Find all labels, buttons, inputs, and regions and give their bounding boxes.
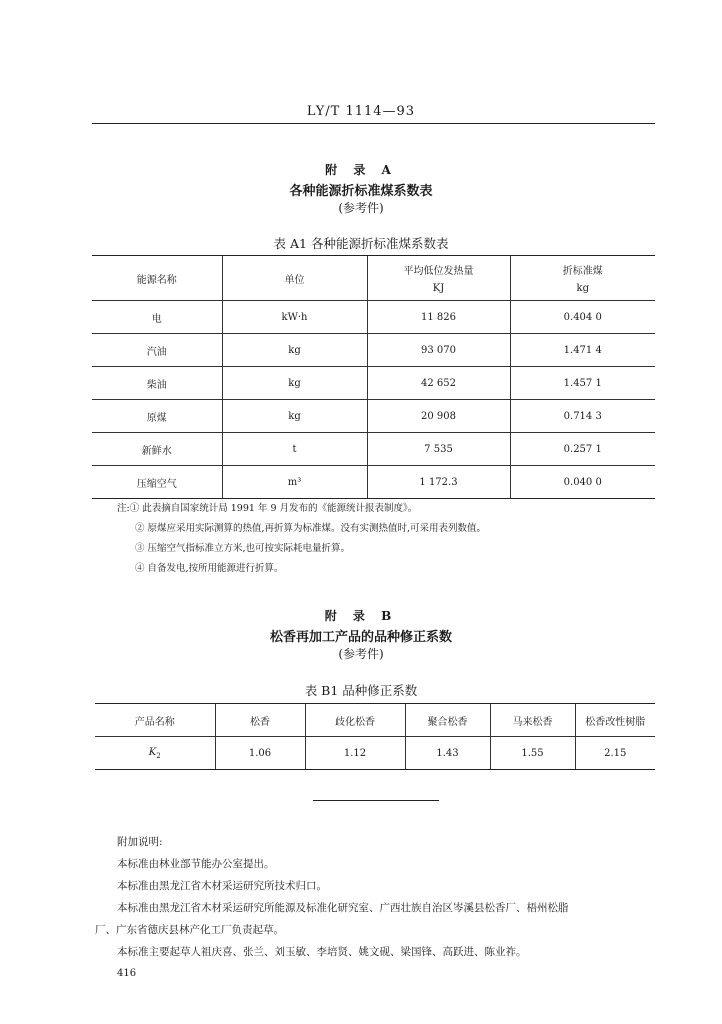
cell-coef: 1.471 4 (510, 334, 655, 367)
note-1: 注:① 此表摘自国家统计局 1991 年 9 月发布的《能源统计报表制度》。 (117, 503, 418, 514)
cell-energy: 新鲜水 (92, 433, 222, 466)
additional-line-2: 本标准由黑龙江省木材采运研究所技术归口。 (117, 880, 327, 892)
appendix-a-title: 各种能源折标准煤系数表 (289, 184, 433, 199)
table-row (92, 400, 655, 433)
appendix-a-label: 附 录 A (325, 163, 397, 177)
appendix-b-title: 松香再加工产品的品种修正系数 (269, 630, 452, 645)
col-coal-equivalent-label: 折标准煤 (562, 266, 603, 277)
table-row (92, 466, 655, 499)
cell-energy: 电 (92, 301, 222, 334)
note-4: ④ 自备发电,按所用能源进行折算。 (135, 563, 284, 574)
cell-unit: kg (222, 367, 367, 400)
col-disproportionated-rosin: 歧化松香 (305, 704, 405, 737)
col-coal-equivalent-unit: kg (576, 283, 589, 294)
cell-heat: 1 172.3 (367, 466, 510, 499)
cell-value: 1.43 (405, 737, 490, 770)
note-3: ③ 压缩空气指标准立方米,也可按实际耗电量折算。 (135, 543, 351, 554)
additional-line-3: 本标准由黑龙江省木材采运研究所能源及标准化研究室、广西壮族自治区岑溪县松香厂、梧州松脂 (117, 902, 569, 914)
col-heat-value (367, 256, 510, 301)
cell-heat: 7 535 (367, 433, 510, 466)
cell-heat: 20 908 (367, 400, 510, 433)
cell-unit: kW·h (222, 301, 367, 334)
note-2: ② 原煤应采用实际测算的热值,再折算为标准煤。没有实测热值时,可采用表列数值。 (135, 523, 487, 534)
cell-energy: 原煤 (92, 400, 222, 433)
col-heat-value-unit: KJ (432, 283, 445, 294)
cell-coef: 0.404 0 (510, 301, 655, 334)
cell-energy: 柴油 (92, 367, 222, 400)
col-polymerized-rosin: 聚合松香 (405, 704, 490, 737)
table-b1 (95, 703, 655, 770)
col-product-name: 产品名称 (95, 704, 215, 737)
additional-heading: 附加说明: (117, 836, 163, 848)
col-modified-resin: 松香改性树脂 (575, 704, 655, 737)
appendix-a-subtitle: (参考件) (338, 201, 384, 215)
table-a1-caption: 表 A1 各种能源折标准煤系数表 (273, 236, 449, 251)
cell-unit: m³ (222, 466, 367, 499)
cell-heat: 93 070 (367, 334, 510, 367)
additional-line-5: 本标准主要起草人祖庆喜、张兰、刘玉敏、李培贤、姚文砚、梁国锋、高跃进、陈业祚。 (117, 946, 527, 958)
additional-line-4: 厂、广东省德庆县林产化工厂负责起草。 (95, 924, 284, 936)
table-row (95, 737, 655, 770)
col-coal-equivalent (510, 256, 655, 301)
table-row (92, 433, 655, 466)
cell-heat: 42 652 (367, 367, 510, 400)
col-maleic-rosin: 马来松香 (490, 704, 575, 737)
cell-coef: 1.457 1 (510, 367, 655, 400)
table-a1-header (92, 256, 655, 301)
table-b1-caption: 表 B1 品种修正系数 (304, 683, 418, 698)
cell-coef: 0.040 0 (510, 466, 655, 499)
cell-value: 1.12 (305, 737, 405, 770)
cell-energy: 汽油 (92, 334, 222, 367)
cell-energy: 压缩空气 (92, 466, 222, 499)
header-rule (92, 123, 655, 124)
table-b1-header (95, 704, 655, 737)
cell-coef: 0.257 1 (510, 433, 655, 466)
table-row (92, 301, 655, 334)
table-row (92, 367, 655, 400)
cell-unit: kg (222, 334, 367, 367)
cell-k2-label: $K_2$ (95, 737, 215, 770)
cell-value: 1.55 (490, 737, 575, 770)
table-a1 (92, 255, 655, 499)
section-separator (313, 800, 439, 801)
col-unit: 单位 (222, 256, 367, 301)
cell-unit: t (222, 433, 367, 466)
col-rosin: 松香 (215, 704, 305, 737)
appendix-b-label: 附 录 B (324, 609, 398, 623)
page-number: 416 (117, 968, 137, 979)
cell-value: 2.15 (575, 737, 655, 770)
cell-value: 1.06 (215, 737, 305, 770)
col-heat-value-label: 平均低位发热量 (403, 266, 474, 277)
col-energy-name: 能源名称 (92, 256, 222, 301)
table-row (92, 334, 655, 367)
additional-line-1: 本标准由林业部节能办公室提出。 (117, 858, 275, 870)
cell-coef: 0.714 3 (510, 400, 655, 433)
standard-code: LY/T 1114—93 (306, 104, 416, 119)
appendix-b-subtitle: (参考件) (338, 647, 384, 661)
cell-heat: 11 826 (367, 301, 510, 334)
cell-unit: kg (222, 400, 367, 433)
